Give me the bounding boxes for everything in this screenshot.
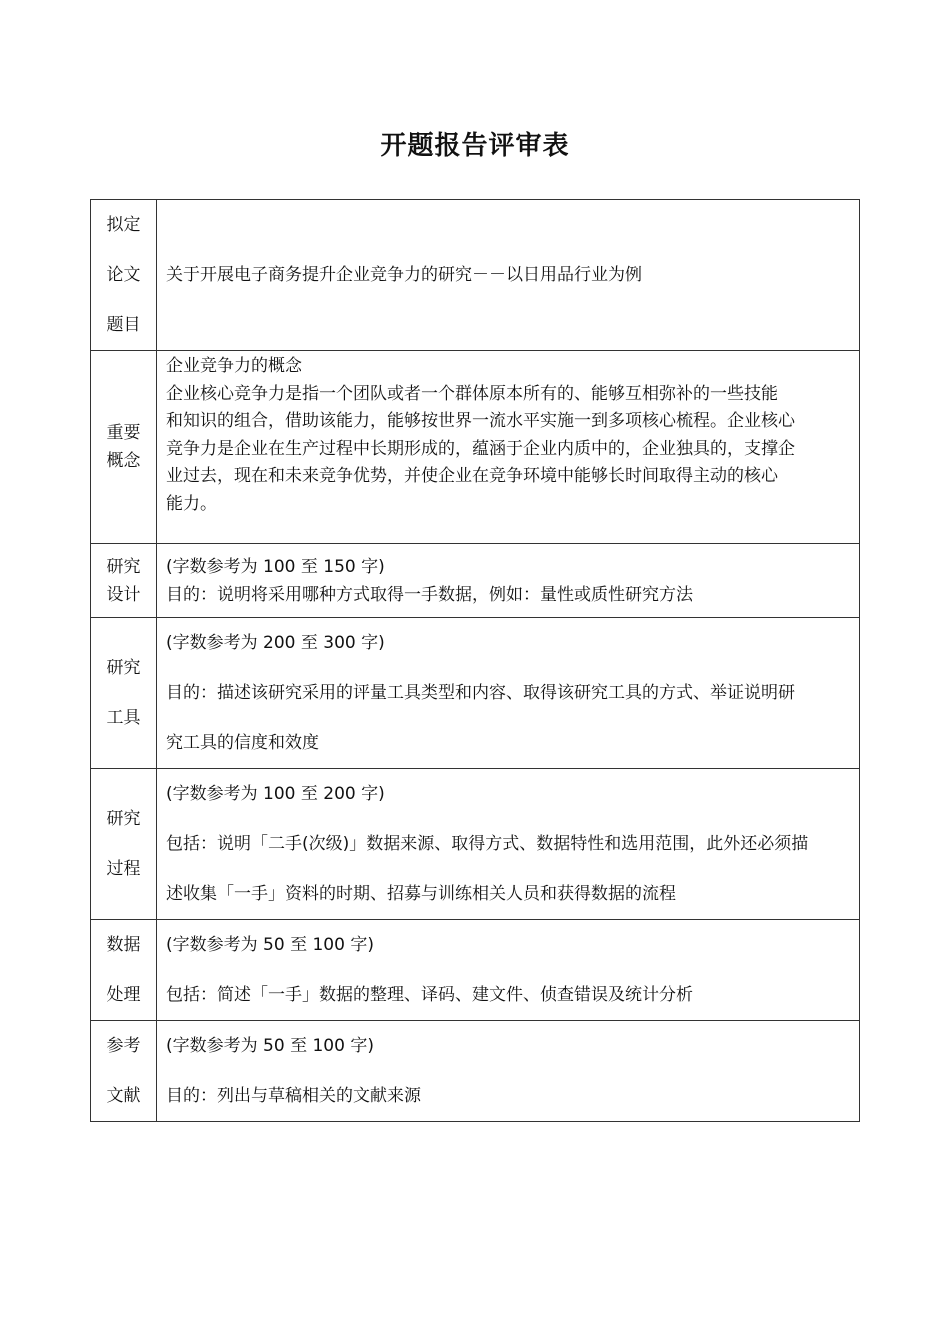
label-line: 研究 [106,809,141,829]
content-line: 业过去，现在和未来竞争优势，并使企业在竞争环境中能够长时间取得主动的核心 [166,466,778,486]
content-line: 企业核心竞争力是指一个团队或者一个群体原本所有的、能够互相弥补的一些技能 [166,383,778,404]
page-title: 开题报告评审表 [380,131,570,161]
label-line: 参考 [106,1036,141,1056]
content-line: (字数参考为 200 至 300 字) [166,633,385,653]
label-line: 工具 [106,708,141,728]
label-line: 数据 [106,935,141,955]
content-line: (字数参考为 50 至 100 字) [166,935,374,955]
label-line: 文献 [106,1086,141,1106]
label-line: 研究 [106,658,141,678]
content-line: 包括：说明「二手(次级)」数据来源、取得方式、数据特性和选用范围，此外还必须描 [166,834,809,854]
label-line: 论文 [106,265,141,285]
label-line: 设计 [106,584,141,605]
review-form-table [90,199,860,1122]
data-processing-value [157,920,860,1021]
content-line: 目的：描述该研究采用的评量工具类型和内容、取得该研究工具的方式、举证说明研 [166,683,795,703]
label-line: 题目 [106,315,141,335]
content-line: 企业竞争力的概念 [166,356,302,376]
table-row-key-concepts [91,351,860,544]
content-line: 和知识的组合，借助该能力，能够按世界一流水平实施一到多项核心梳程。企业核心 [166,411,795,431]
content-line: 目的：说明将采用哪种方式取得一手数据，例如：量性或质性研究方法 [166,584,693,605]
label-line: 过程 [106,859,141,879]
table-row-research-design [91,544,860,618]
table-row-research-process [91,769,860,920]
row-label-research-process [91,769,157,920]
content-line: 竞争力是企业在生产过程中长期形成的，蕴涵于企业内质中的，企业独具的，支撑企 [166,438,795,459]
table-row-references [91,1021,860,1122]
row-label-data-processing [91,920,157,1021]
table-row-thesis-title [91,200,860,351]
label-line: 重要 [106,423,141,443]
content-line: 能力。 [166,493,217,514]
row-label-research-tools [91,618,157,769]
content-line: 关于开展电子商务提升企业竞争力的研究－－以日用品行业为例 [166,265,642,285]
row-label-references [91,1021,157,1122]
research-process-value [157,769,860,920]
thesis-title-value [157,200,860,351]
table-row-research-tools [91,618,860,769]
row-label-key-concepts [91,351,157,544]
label-line: 研究 [106,556,141,577]
content-line: (字数参考为 50 至 100 字) [166,1036,374,1056]
row-label-thesis-title [91,200,157,351]
content-line: 述收集「一手」资料的时期、招募与训练相关人员和获得数据的流程 [166,884,676,904]
row-label-research-design [91,544,157,618]
label-line: 拟定 [106,215,141,235]
content-line: 究工具的信度和效度 [166,733,319,753]
label-line: 处理 [106,985,141,1005]
content-line: 目的：列出与草稿相关的文献来源 [166,1086,421,1106]
label-line: 概念 [106,451,141,471]
key-concepts-value [157,351,860,544]
research-design-value [157,544,860,618]
table-row-data-processing [91,920,860,1021]
research-tools-value [157,618,860,769]
content-line: 包括：简述「一手」数据的整理、译码、建文件、侦查错误及统计分析 [166,985,693,1005]
references-value [157,1021,860,1122]
content-line: (字数参考为 100 至 150 字) [166,556,385,577]
content-line: (字数参考为 100 至 200 字) [166,784,385,804]
